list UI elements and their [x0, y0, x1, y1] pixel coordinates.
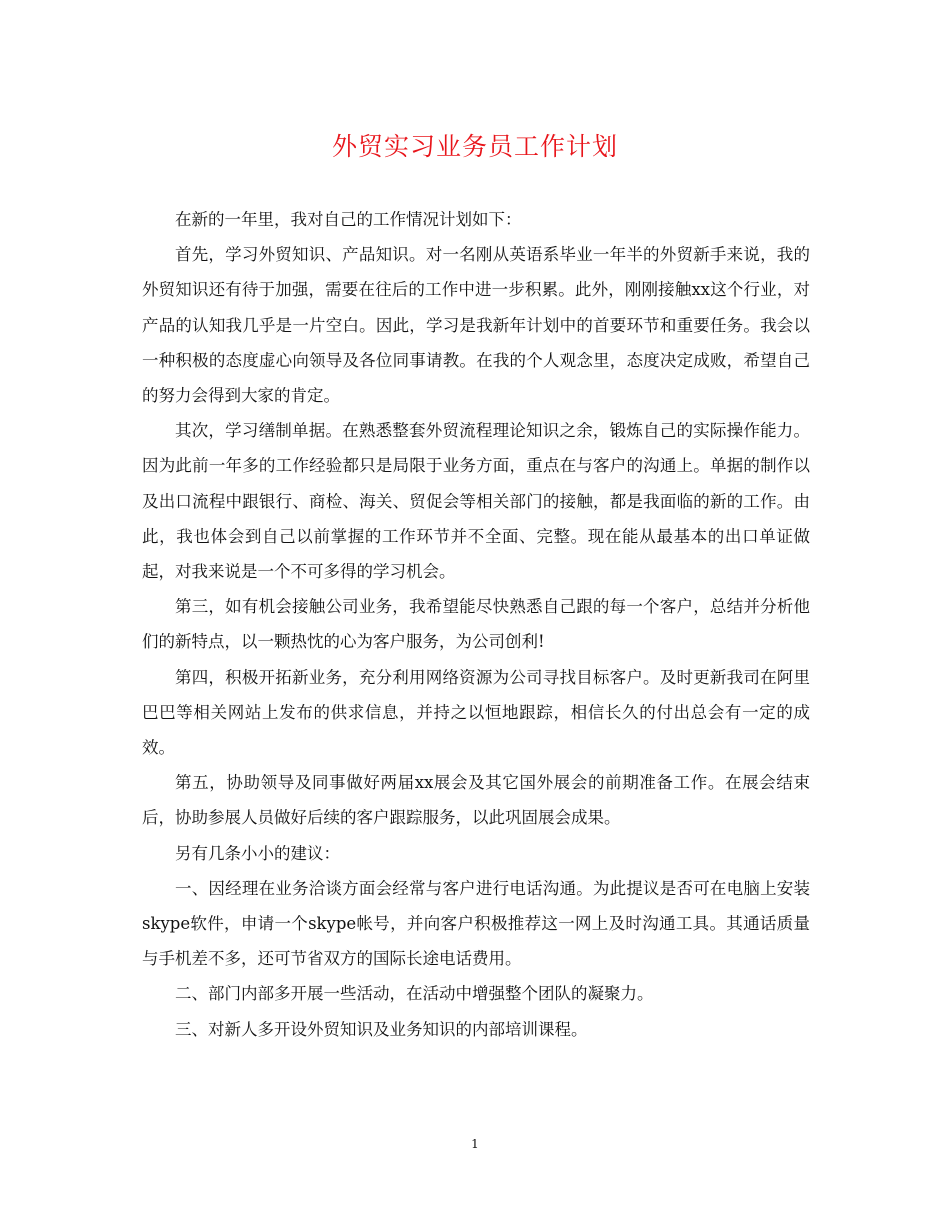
paragraph: 另有几条小小的建议： — [175, 843, 340, 863]
paragraph: 在新的一年里，我对自己的工作情况计划如下： — [175, 210, 522, 229]
page-number: 1 — [471, 1137, 479, 1151]
paragraph: 第三，如有机会接触公司业务，我希望能尽快熟悉自己跟的每一个客户，总结并分析他们的新特点，以一颗热忱的心为客户服务，为公司创利! — [142, 597, 810, 652]
paragraph: 第四，积极开拓新业务，充分利用网络资源为公司寻找目标客户。及时更新我司在阿里巴巴等相关网站上发布的供求信息，并持之以恒地跟踪，相信长久的付出总会有一定的成效。 — [142, 667, 810, 758]
paragraph: 其次，学习缮制单据。在熟悉整套外贸流程理论知识之余，锻炼自己的实际操作能力。因为此前一年多的工作经验都只是局限于业务方面，重点在与客户的沟通上。单据的制作以及出口流程中跟银行、商检、海关、贸促会等相关部门的接触，都是我面临的新的工作。由此，我也体会到自己以前掌握的工作环节并不全面、完整。现在能从最基本的出口单证做起，对我来说是一个不可多得的学习机会。 — [142, 421, 810, 582]
paragraph: 三、对新人多开设外贸知识及业务知识的内部培训课程。 — [175, 1019, 588, 1039]
paragraph: 首先，学习外贸知识、产品知识。对一名刚从英语系毕业一年半的外贸新手来说，我的外贸知识还有待于加强，需要在往后的工作中进一步积累。此外，刚刚接触xx这个行业，对产品的认知我几乎是一片空白。因此，学习是我新年计划中的首要环节和重要任务。我会以一种积极的态度虚心向领导及各位同事请教。在我的个人观念里，态度决定成败，希望自己的努力会得到大家的肯定。 — [142, 245, 810, 406]
paragraph: 二、部门内部多开展一些活动，在活动中增强整个团队的凝聚力。 — [175, 984, 654, 1004]
document-body — [142, 202, 810, 1047]
paragraph: 一、因经理在业务洽谈方面会经常与客户进行电话沟通。为此提议是否可在电脑上安装skype软件，申请一个skype帐号，并向客户积极推荐这一网上及时沟通工具。其通话质量与手机差不多，还可节省双方的国际长途电话费用。 — [142, 878, 810, 969]
paragraph: 第五，协助领导及同事做好两届xx展会及其它国外展会的前期准备工作。在展会结束后，协助参展人员做好后续的客户跟踪服务，以此巩固展会成果。 — [142, 773, 810, 828]
document-title: 外贸实习业务员工作计划 — [331, 132, 618, 161]
